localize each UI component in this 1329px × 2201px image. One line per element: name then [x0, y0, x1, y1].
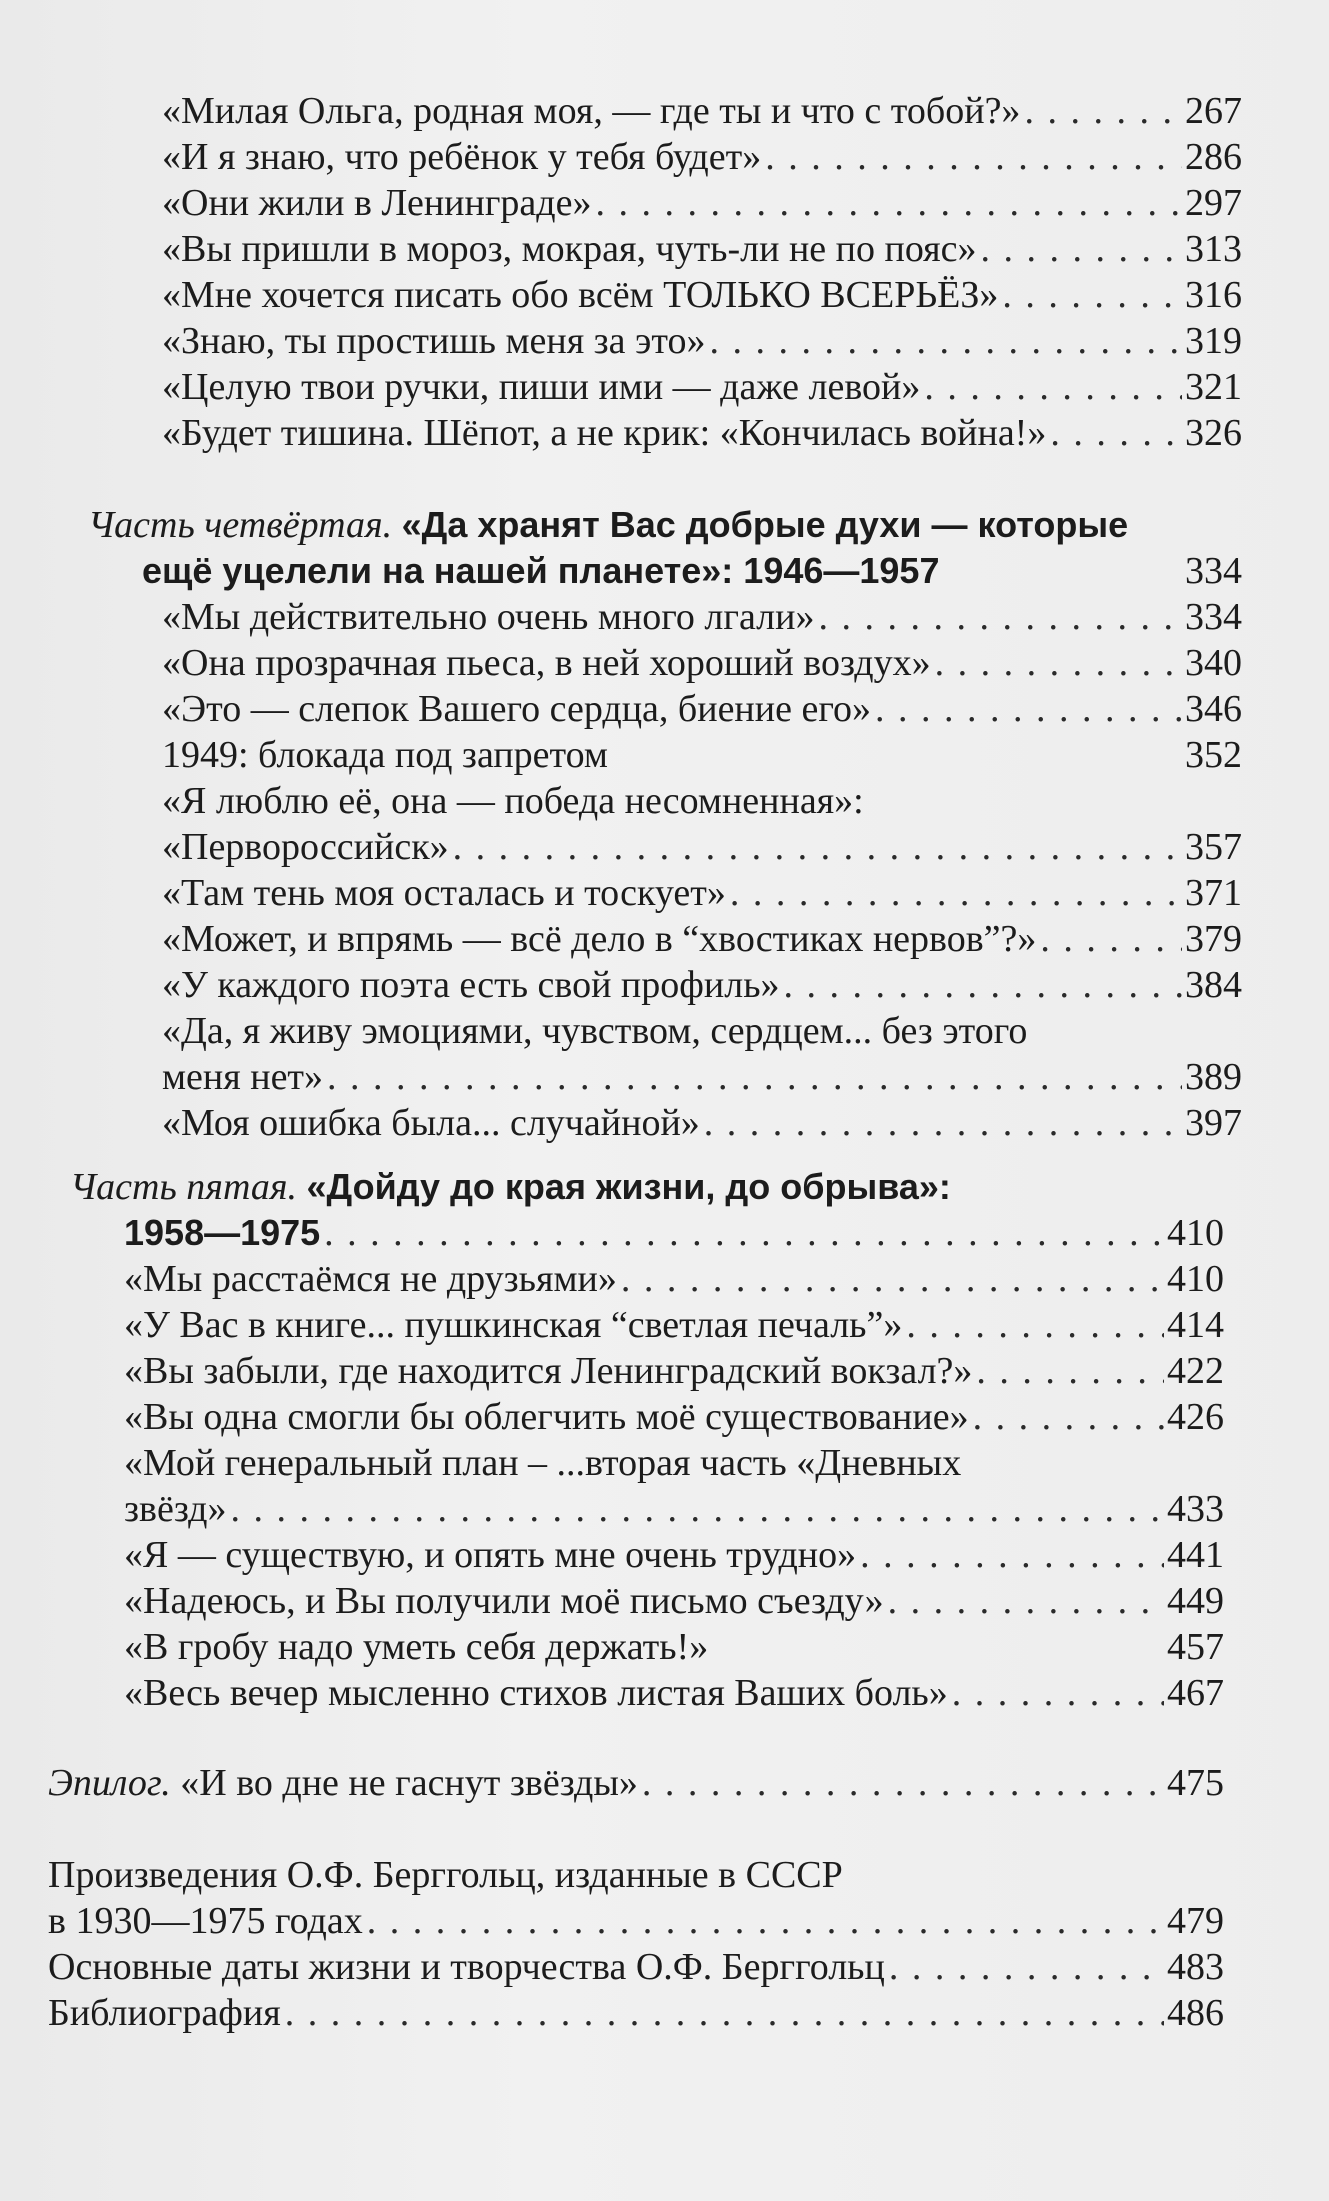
toc-entry-page: 346 — [1185, 688, 1242, 730]
toc-entry-title: «Милая Ольга, родная моя, — где ты и что с тобой?» — [162, 90, 1021, 132]
epilogue-title: «И во дне не гаснут звёзды» — [180, 1762, 638, 1804]
part-heading-line2 — [142, 548, 1242, 594]
toc-entry-page: 313 — [1185, 228, 1242, 270]
toc-entry — [162, 180, 1242, 226]
toc-entry — [162, 686, 1242, 732]
toc-entry-page: 410 — [1167, 1258, 1224, 1300]
leader-dots — [931, 640, 1182, 686]
toc-entry-page: 379 — [1185, 918, 1242, 960]
toc-entry-title: «Будет тишина. Шёпот, а не крик: «Кончилась война!» — [162, 412, 1047, 454]
toc-entry — [162, 88, 1242, 134]
leader-dots — [1036, 916, 1182, 962]
toc-entry — [48, 1898, 1224, 1944]
leader-dots — [705, 318, 1182, 364]
toc-entry-title: Библиография — [48, 1992, 281, 2034]
toc-entry-page: 297 — [1185, 182, 1242, 224]
toc-entry — [48, 1990, 1224, 2036]
toc-entry-page: 475 — [1167, 1762, 1224, 1804]
part-page: 410 — [1167, 1212, 1224, 1254]
toc-entry — [162, 1100, 1242, 1146]
toc-entry — [162, 962, 1242, 1008]
leader-dots — [592, 180, 1183, 226]
toc-entry — [162, 640, 1242, 686]
toc-entry-line1: Произведения О.Ф. Берггольц, изданные в СССР — [48, 1854, 843, 1896]
toc-entry — [162, 226, 1242, 272]
part-heading-line2 — [124, 1210, 1224, 1256]
toc-entry — [162, 134, 1242, 180]
toc-entry-title: «Целую твои ручки, пиши ими — даже левой» — [162, 366, 921, 408]
toc-entry-page: 316 — [1185, 274, 1242, 316]
toc-entry — [48, 1944, 1224, 1990]
toc-entry — [124, 1578, 1224, 1624]
toc-entry — [162, 870, 1242, 916]
leader-dots — [323, 1054, 1182, 1100]
leader-dots — [638, 1760, 1164, 1806]
toc-entry-title: «Там тень моя осталась и тоскует» — [162, 872, 726, 914]
toc-entry-title: «В гробу надо уметь себя держать!» — [124, 1626, 709, 1668]
toc-entry — [124, 1670, 1224, 1716]
leader-dots — [449, 824, 1182, 870]
toc-entry-title: «Вы забыли, где находится Ленинградский вокзал?» — [124, 1350, 973, 1392]
toc-entry-title: «Мне хочется писать обо всём ТОЛЬКО ВСЕРЬЁЗ» — [162, 274, 999, 316]
toc-entry-page: 326 — [1185, 412, 1242, 454]
toc-entry-page: 486 — [1167, 1992, 1224, 2034]
toc-entry-title: «Вы пришли в мороз, мокрая, чуть-ли не по пояс» — [162, 228, 977, 270]
leader-dots — [363, 1898, 1164, 1944]
toc-entry-title: «Знаю, ты простишь меня за это» — [162, 320, 706, 362]
leader-dots — [976, 226, 1182, 272]
toc-entry-title: «Мы расстаёмся не друзьями» — [124, 1258, 617, 1300]
toc-entry-title: Основные даты жизни и творчества О.Ф. Берггольц — [48, 1946, 885, 1988]
toc-entry-title: «Они жили в Ленинграде» — [162, 182, 592, 224]
toc-entry — [124, 1256, 1224, 1302]
toc-entry — [124, 1624, 1224, 1670]
toc-entry-page: 384 — [1185, 964, 1242, 1006]
toc-entry-page: 467 — [1167, 1672, 1224, 1714]
toc-entry-title: «Она прозрачная пьеса, в ней хороший воздух» — [162, 642, 931, 684]
toc-entry-line1: «Да, я живу эмоциями, чувством, сердцем... без этого — [162, 1010, 1028, 1052]
leader-dots — [998, 272, 1182, 318]
toc-entry-page: 457 — [1167, 1626, 1224, 1668]
epilogue-label: Эпилог. — [48, 1762, 171, 1804]
leader-dots — [814, 594, 1182, 640]
toc-entry-title: «У каждого поэта есть свой профиль» — [162, 964, 780, 1006]
toc-entry — [162, 732, 1242, 778]
toc-entry-title: меня нет» — [162, 1056, 324, 1098]
toc-entry — [162, 594, 1242, 640]
toc-entry — [124, 1348, 1224, 1394]
leader-dots — [948, 1670, 1164, 1716]
toc-entry — [124, 1486, 1224, 1532]
toc-entry-line1: «Мой генеральный план – ...вторая часть «Дневных — [124, 1442, 962, 1484]
toc-entry — [162, 916, 1242, 962]
toc-entry-title: «Весь вечер мысленно стихов листая Ваших боль» — [124, 1672, 948, 1714]
toc-entry-page: 321 — [1185, 366, 1242, 408]
toc-epilogue — [48, 1760, 1224, 1806]
epilogue-text — [48, 1760, 638, 1806]
leader-dots — [972, 1348, 1164, 1394]
toc-entry-page: 334 — [1185, 596, 1242, 638]
toc-entry — [124, 1394, 1224, 1440]
toc-entry-title: «Первороссийск» — [162, 826, 449, 868]
toc-entry-page: 340 — [1185, 642, 1242, 684]
toc-entry — [124, 1532, 1224, 1578]
toc-entry-page: 414 — [1167, 1304, 1224, 1346]
part-title: «Да хранят Вас добрые духи — которые — [401, 504, 1129, 545]
toc-entry-page: 371 — [1185, 872, 1242, 914]
toc-entry-page: 389 — [1185, 1056, 1242, 1098]
leader-dots — [726, 870, 1182, 916]
toc-entry-title: «Мы действительно очень много лгали» — [162, 596, 815, 638]
toc-entry-page: 352 — [1185, 734, 1242, 776]
leader-dots — [700, 1100, 1182, 1146]
leader-dots — [1020, 88, 1182, 134]
part-heading-line1 — [88, 502, 1128, 548]
leader-dots — [885, 1944, 1164, 1990]
leader-dots — [1046, 410, 1182, 456]
part-page: 334 — [1185, 550, 1242, 592]
toc-entry-title: «Это — слепок Вашего сердца, биение его» — [162, 688, 871, 730]
toc-entry-title: «Вы одна смогли бы облегчить моё существование» — [124, 1396, 969, 1438]
leader-dots — [871, 686, 1182, 732]
part-title: «Дойду до края жизни, до обрыва»: — [306, 1166, 951, 1207]
toc-entry-line1: «Я люблю её, она — победа несомненная»: — [162, 780, 864, 822]
toc-entry-page: 397 — [1185, 1102, 1242, 1144]
part-title-cont: 1958—1975 — [124, 1212, 321, 1253]
toc-entry-page: 483 — [1167, 1946, 1224, 1988]
toc-entry-page: 267 — [1185, 90, 1242, 132]
toc-entry — [162, 410, 1242, 456]
toc-entry — [124, 1302, 1224, 1348]
leader-dots — [920, 364, 1182, 410]
leader-dots — [761, 134, 1182, 180]
toc-entry — [162, 364, 1242, 410]
part-label: Часть пятая. — [70, 1166, 298, 1208]
toc-entry-title: в 1930—1975 годах — [48, 1900, 363, 1942]
toc-entry-title: «Надеюсь, и Вы получили моё письмо съезду» — [124, 1580, 884, 1622]
toc-entry — [162, 272, 1242, 318]
toc-entry-page: 426 — [1167, 1396, 1224, 1438]
toc-entry-page: 433 — [1167, 1488, 1224, 1530]
toc-entry-title: звёзд» — [124, 1488, 227, 1530]
toc-entry-page: 319 — [1185, 320, 1242, 362]
part-title-cont: ещё уцелели на нашей планете»: 1946—1957 — [142, 550, 940, 591]
part-label: Часть четвёртая. — [88, 504, 393, 546]
toc-entry — [162, 318, 1242, 364]
toc-entry-page: 422 — [1167, 1350, 1224, 1392]
toc-entry-page: 286 — [1185, 136, 1242, 178]
leader-dots — [281, 1990, 1164, 2036]
leader-dots — [856, 1532, 1164, 1578]
leader-dots — [320, 1210, 1164, 1256]
leader-dots — [902, 1302, 1164, 1348]
part-heading-line1 — [70, 1164, 951, 1210]
toc-entry-page: 449 — [1167, 1580, 1224, 1622]
toc-entry — [162, 1054, 1242, 1100]
toc-entry-title: «Может, и впрямь — всё дело в “хвостиках нервов”?» — [162, 918, 1037, 960]
toc-entry-title: «Моя ошибка была... случайной» — [162, 1102, 700, 1144]
toc-entry-page: 479 — [1167, 1900, 1224, 1942]
leader-dots — [780, 962, 1182, 1008]
leader-dots — [617, 1256, 1164, 1302]
leader-dots — [969, 1394, 1164, 1440]
toc-entry — [162, 824, 1242, 870]
toc-entry-page: 441 — [1167, 1534, 1224, 1576]
toc-entry-title: 1949: блокада под запретом — [162, 734, 608, 776]
leader-dots — [226, 1486, 1164, 1532]
toc-entry-title: «Я — существую, и опять мне очень трудно» — [124, 1534, 857, 1576]
toc-entry-title: «У Вас в книге... пушкинская “светлая печаль”» — [124, 1304, 903, 1346]
toc-entry-page: 357 — [1185, 826, 1242, 868]
leader-dots — [884, 1578, 1164, 1624]
toc-entry-title: «И я знаю, что ребёнок у тебя будет» — [162, 136, 762, 178]
